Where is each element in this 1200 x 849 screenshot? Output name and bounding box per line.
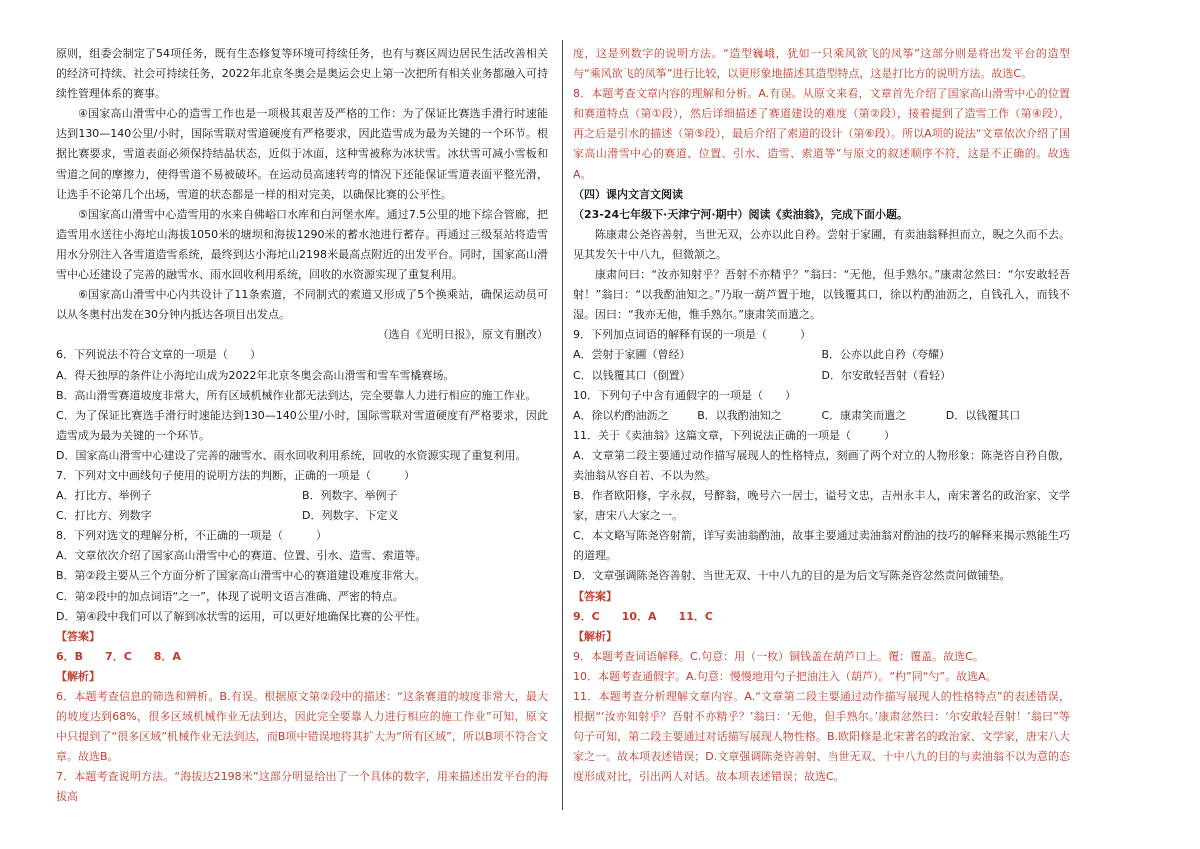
reading-prompt: （23-24七年级下·天津宁河·期中）阅读《卖油翁》，完成下面小题。: [573, 207, 909, 221]
question-6: [56, 345, 548, 466]
option-d: D．列数字、下定义: [302, 509, 399, 523]
option-a: A．尝射于家圃（曾经）: [573, 348, 691, 362]
answer-label: 【答案】: [573, 589, 617, 603]
option-d: D．国家高山滑雪中心建设了完善的融雪水、雨水回收利用系统，回收的水资源实现了重复利用。: [56, 448, 527, 462]
analysis-7: 7．本题考查说明方法。“海拔达2198米”这部分明显给出了一个具体的数字，用来描述出发平台的海拔高: [56, 770, 548, 804]
option-c: C．打比方、列数字: [56, 509, 152, 523]
option-d: D．第④段中我们可以了解到冰状雪的运用，可以更好地确保比赛的公平性。: [56, 609, 427, 623]
right-column: [573, 44, 1070, 787]
question-stem: 7．下列对文中画线句子使用的说明方法的判断，正确的一项是（ ）: [56, 468, 415, 482]
option-c: C．第②段中的加点词语“之一”，体现了说明文语言准确、严密的特点。: [56, 589, 404, 603]
option-b: B．高山滑雪赛道坡度非常大，所有区域机械作业都无法到达，完全要靠人力进行相应的施工作业。: [56, 388, 537, 402]
intro-paragraph: 原则，组委会制定了54项任务，既有生态修复等环境可持续任务，也有与赛区周边居民生活改善相关的经济可持续、社会可持续任务，2022年北京冬奥会是奥运会史上第一次把所有相关业务都融入可持续性管理体系的赛事。: [56, 47, 548, 101]
analysis-7-continued: 度，这是列数字的说明方法。“造型巍峨，犹如一只乘风欲飞的凤筝”这部分则是将出发平台的造型与“乘风欲飞的凤筝”进行比较，以更形象地描述其造型特点，这是打比方的说明方法。故选C。: [573, 47, 1070, 81]
option-c: C．本文略写陈尧咨射箭，详写卖油翁酌油，故事主要通过卖油翁对酌油的技巧的解释来揭示熟能生巧的道理。: [573, 529, 1070, 563]
analysis-9: 9．本题考查词语解释。C.句意：用（一枚）铜钱盖在葫芦口上。覆：覆盖。故选C。: [573, 649, 984, 663]
analysis-10: 10．本题考查通假字。A.句意：慢慢地用勺子把油注入（葫芦）。“杓”同“勺”。故选A。: [573, 669, 997, 683]
column-divider: [562, 40, 563, 810]
analysis-label: 【解析】: [573, 629, 617, 643]
question-8: [56, 526, 548, 626]
question-stem: 11．关于《卖油翁》这篇文章，下列说法正确的一项是（ ）: [573, 428, 895, 442]
option-b: B．以我酌油知之: [697, 408, 782, 422]
question-stem: 6．下列说法不符合文章的一项是（ ）: [56, 348, 261, 362]
paragraph-4: ④国家高山滑雪中心的造雪工作也是一项极其艰苦及严格的工作：为了保证比赛选手滑行时速能达到130—140公里/小时，国际雪联对雪道硬度有严格要求，因此造雪成为最为关键的一个环节。根据比赛要求，雪道表面必须保持结晶状态，近似于冰面，这种雪被称为冰状雪。冰状雪可减小雪板和雪道之间的摩擦力，使得雪道不易被破坏。在运动员高速转弯的情况下还能保证雪道表面平整光滑，让选手不论第几个出场，雪道的状态都是一样的相对完美，以确保比赛的公平性。: [56, 107, 548, 201]
option-c: C．为了保证比赛选手滑行时速能达到130—140公里/小时，国际雪联对雪道硬度有严格要求，因此造雪成为最为关键的一个环节。: [56, 408, 548, 442]
analysis-6: 6．本题考查信息的筛选和辨析。B.有误。根据原文第②段中的描述：“这条赛道的坡度非常大，最大的坡度达到68%，很多区域机械作业无法到达，因此完全要靠人力进行相应的施工作业”可知，原文中只提到了“很多区域”机械作业无法到达，而B项中错误地将其扩大为“所有区域”，所以B项不符合文章。故选B。: [56, 690, 548, 764]
source-note: （选自《光明日报》，原文有删改）: [377, 328, 548, 342]
option-c: C．康肃笑而遣之: [821, 408, 907, 422]
option-d: D．以钱覆其口: [945, 408, 1021, 422]
classical-text-paragraph-1: 陈康肃公尧咨善射，当世无双，公亦以此自矜。尝射于家圃，有卖油翁释担而立，睨之久而不去。见其发矢十中八九，但微颔之。: [573, 227, 1070, 261]
option-a: A．得天独厚的条件让小海坨山成为2022年北京冬奥会高山滑雪和雪车雪橇赛场。: [56, 368, 455, 382]
question-9: [573, 325, 1070, 385]
option-b: B．公亦以此自矜（夸耀）: [821, 348, 951, 362]
option-d: D．文章强调陈尧咨善射、当世无双、十中八九的目的是为后文写陈尧咨忿然责问做铺垫。: [573, 569, 1011, 583]
analysis-label: 【解析】: [56, 669, 100, 683]
left-column: [56, 44, 548, 808]
option-b: B．第②段主要从三个方面分析了国家高山滑雪中心的赛道建设难度非常大。: [56, 569, 426, 583]
paragraph-6: ⑥国家高山滑雪中心内共设计了11条索道，不同制式的索道又形成了5个换乘站，确保运动员可以从冬奥村出发在30分钟内抵达各项目出发点。: [56, 288, 548, 322]
option-a: A．徐以杓酌油沥之: [573, 408, 669, 422]
option-a: A．打比方、举例子: [56, 489, 152, 503]
question-stem: 8．下列对选文的理解分析，不正确的一项是（ ）: [56, 529, 327, 543]
question-stem: 9．下列加点词语的解释有误的一项是（ ）: [573, 328, 811, 342]
answers-9-11: 9．C 10．A 11．C: [573, 609, 713, 623]
paragraph-5: ⑤国家高山滑雪中心造雪用的水来自佛峪口水库和白河堡水库。通过7.5公里的地下综合管廊，把造雪用水送往小海坨山海拔1050米的塘坝和海拔1290米的蓄水池进行蓄存。再通过三级泵站将造雪用水分别注入各雪道造雪系统，最终到达小海坨山2198米最高点附近的出发平台。同时，国家高山滑雪中心还建设了完善的融雪水、雨水回收利用系统，回收的水资源实现了重复利用。: [56, 207, 548, 282]
answer-label: 【答案】: [56, 629, 100, 643]
option-a: A．文章依次介绍了国家高山滑雪中心的赛道、位置、引水、造雪、索道等。: [56, 549, 427, 563]
option-d: D．尔安敢轻吾射（看轻）: [821, 368, 951, 382]
question-10: [573, 386, 1070, 426]
option-c: C．以钱覆其口（倒置）: [573, 368, 691, 382]
section-heading: （四）课内文言文阅读: [573, 187, 683, 201]
analysis-8: 8．本题考查文章内容的理解和分析。A.有误。从原文来看，文章首先介绍了国家高山滑雪中心的位置和赛道特点（第①段），然后详细描述了赛道建设的难度（第②段），接着提到了造雪工作（第④段），再之后是引水的描述（第⑤段），最后介绍了索道的设计（第⑥段）。所以A项的说法“文章依次介绍了国家高山滑雪中心的赛道、位置、引水、造雪、索道等”与原文的叙述顺序不符，这是不正确的。故选A。: [573, 87, 1070, 181]
option-b: B．作者欧阳修，字永叔，号醉翁，晚号六一居士，谥号文忠，吉州永丰人，南宋著名的政治家、文学家，唐宋八大家之一。: [573, 489, 1070, 523]
question-11: [573, 426, 1070, 587]
classical-text-paragraph-2: 康肃问曰：“汝亦知射乎？吾射不亦精乎？”翁曰：“无他，但手熟尔。”康肃忿然曰：“尔安敢轻吾射！”翁曰：“以我酌油知之。”乃取一葫芦置于地，以钱覆其口，徐以杓酌油沥之，自钱孔入，而钱不湿。因曰：“我亦无他，惟手熟尔。”康肃笑而遣之。: [573, 268, 1070, 322]
question-7: [56, 466, 548, 526]
question-stem: 10．下列句子中含有通假字的一项是（ ）: [573, 388, 796, 402]
option-b: B．列数字、举例子: [302, 489, 398, 503]
answers-6-8: 6．B 7．C 8．A: [56, 649, 181, 663]
option-a: A．文章第二段主要通过动作描写展现人的性格特点，刻画了两个对立的人物形象：陈尧咨自矜自傲，卖油翁从容自若、不以为然。: [573, 448, 1070, 482]
analysis-11: 11．本题考查分析理解文章内容。A.“文章第二段主要通过动作描写展现人的性格特点”的表述错误，根据“‘汝亦知射乎？吾射不亦精乎？’翁曰：‘无他，但手熟尔。’康肃忿然曰：‘尔安敢轻吾射！’翁曰”等句子可知，第二段主要通过对话描写展现人物性格。B.欧阳修是北宋著名的政治家、文学家，唐宋八大家之一。故本项表述错误；D.文章强调陈尧咨善射、当世无双、十中八九的目的与卖油翁不以为意的态度形成对比，引出两人对话。故本项表述错误；故选C。: [573, 690, 1070, 784]
